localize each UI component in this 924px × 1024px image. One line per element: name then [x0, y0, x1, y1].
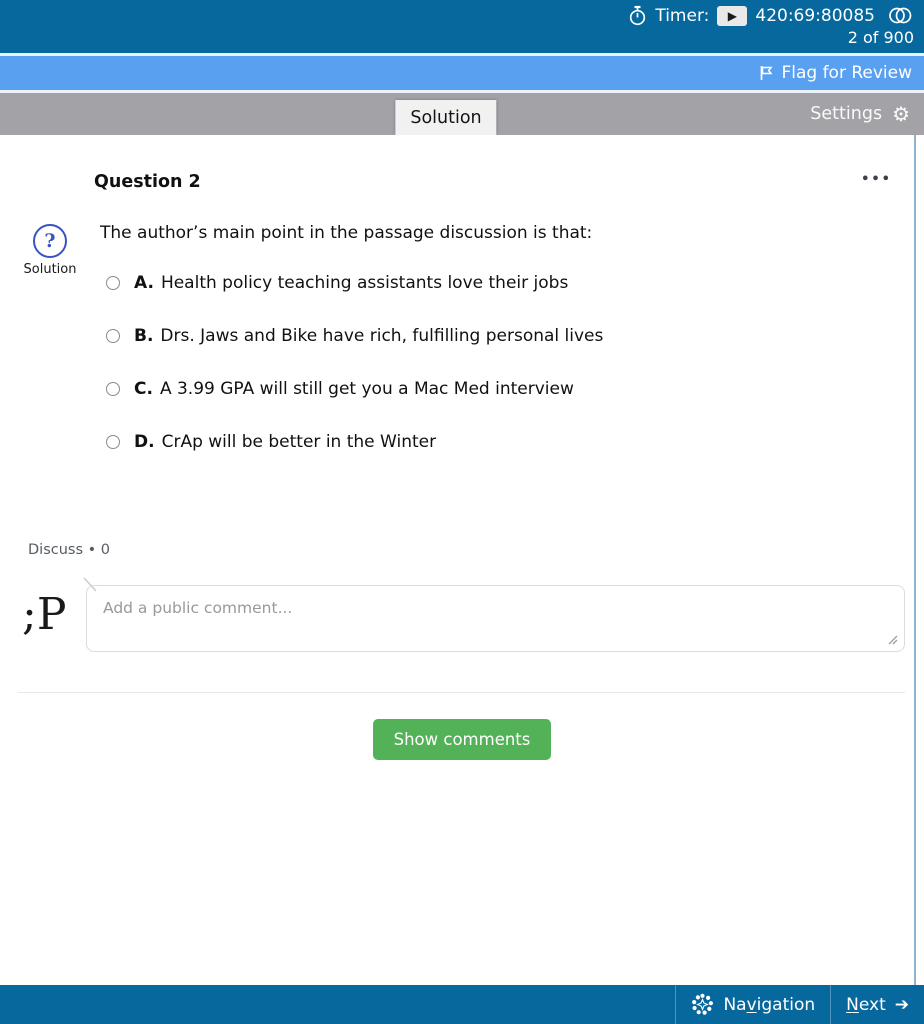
show-comments-button[interactable]: Show comments — [373, 719, 552, 760]
option-text: A 3.99 GPA will still get you a Mac Med interview — [159, 378, 574, 399]
question-panel — [0, 135, 924, 985]
timer-value: 420:69:80085 — [755, 5, 875, 26]
gear-icon[interactable]: ⚙ — [892, 102, 910, 126]
solution-tab-label: Solution — [410, 107, 482, 128]
bubble-tail — [81, 576, 97, 592]
flag-for-review-label: Flag for Review — [781, 63, 912, 83]
play-icon: ▶ — [727, 8, 737, 23]
solution-badge-label: Solution — [23, 262, 77, 277]
question-title: Question 2 — [94, 172, 201, 192]
tab-solution[interactable] — [395, 100, 496, 135]
timer-bar — [0, 0, 924, 53]
option-a-radio[interactable] — [106, 276, 120, 290]
option-letter: B. — [134, 325, 154, 346]
timer-play-button[interactable] — [717, 6, 747, 26]
footer-bar — [0, 985, 924, 1024]
question-mark-glyph: ? — [44, 230, 56, 252]
more-options-icon[interactable]: ••• — [861, 172, 892, 187]
comment-input[interactable] — [86, 585, 905, 652]
flag-icon — [758, 64, 774, 82]
timer-label: Timer: — [655, 5, 710, 26]
toolbar — [0, 90, 924, 135]
option-letter: A. — [134, 272, 154, 293]
option-b[interactable] — [100, 326, 884, 346]
timer-toggle-icon[interactable] — [887, 6, 914, 25]
navigation-button[interactable] — [676, 985, 830, 1024]
question-mark-icon — [33, 224, 67, 258]
settings-button[interactable]: Settings — [810, 104, 883, 124]
option-letter: C. — [134, 378, 153, 399]
option-c[interactable] — [100, 379, 884, 399]
content-right-border — [914, 135, 916, 985]
option-b-radio[interactable] — [106, 329, 120, 343]
next-label: Next — [846, 994, 886, 1015]
stopwatch-icon — [628, 5, 647, 26]
option-text: CrAp will be better in the Winter — [161, 431, 437, 452]
comment-bubble — [86, 585, 905, 656]
question-stem: The author’s main point in the passage discussion is that: — [100, 223, 593, 243]
arrow-right-icon: ➔ — [894, 994, 909, 1015]
option-c-radio[interactable] — [106, 382, 120, 396]
comments-divider — [18, 692, 905, 693]
flag-for-review-button[interactable] — [0, 53, 924, 90]
next-button[interactable] — [831, 985, 924, 1024]
discuss-counter: Discuss • 0 — [28, 541, 111, 558]
option-d[interactable] — [100, 432, 884, 452]
solution-badge[interactable] — [0, 222, 100, 485]
option-letter: D. — [134, 431, 155, 452]
option-d-radio[interactable] — [106, 435, 120, 449]
navigation-icon — [691, 993, 714, 1016]
option-text: Health policy teaching assistants love their jobs — [160, 272, 569, 293]
user-avatar: ;P — [22, 588, 67, 640]
navigation-label: Navigation — [723, 994, 816, 1015]
question-progress: 2 of 900 — [847, 28, 914, 47]
option-text: Drs. Jaws and Bike have rich, fulfilling personal lives — [160, 325, 604, 346]
option-a[interactable] — [100, 273, 884, 293]
answer-options — [100, 273, 884, 452]
